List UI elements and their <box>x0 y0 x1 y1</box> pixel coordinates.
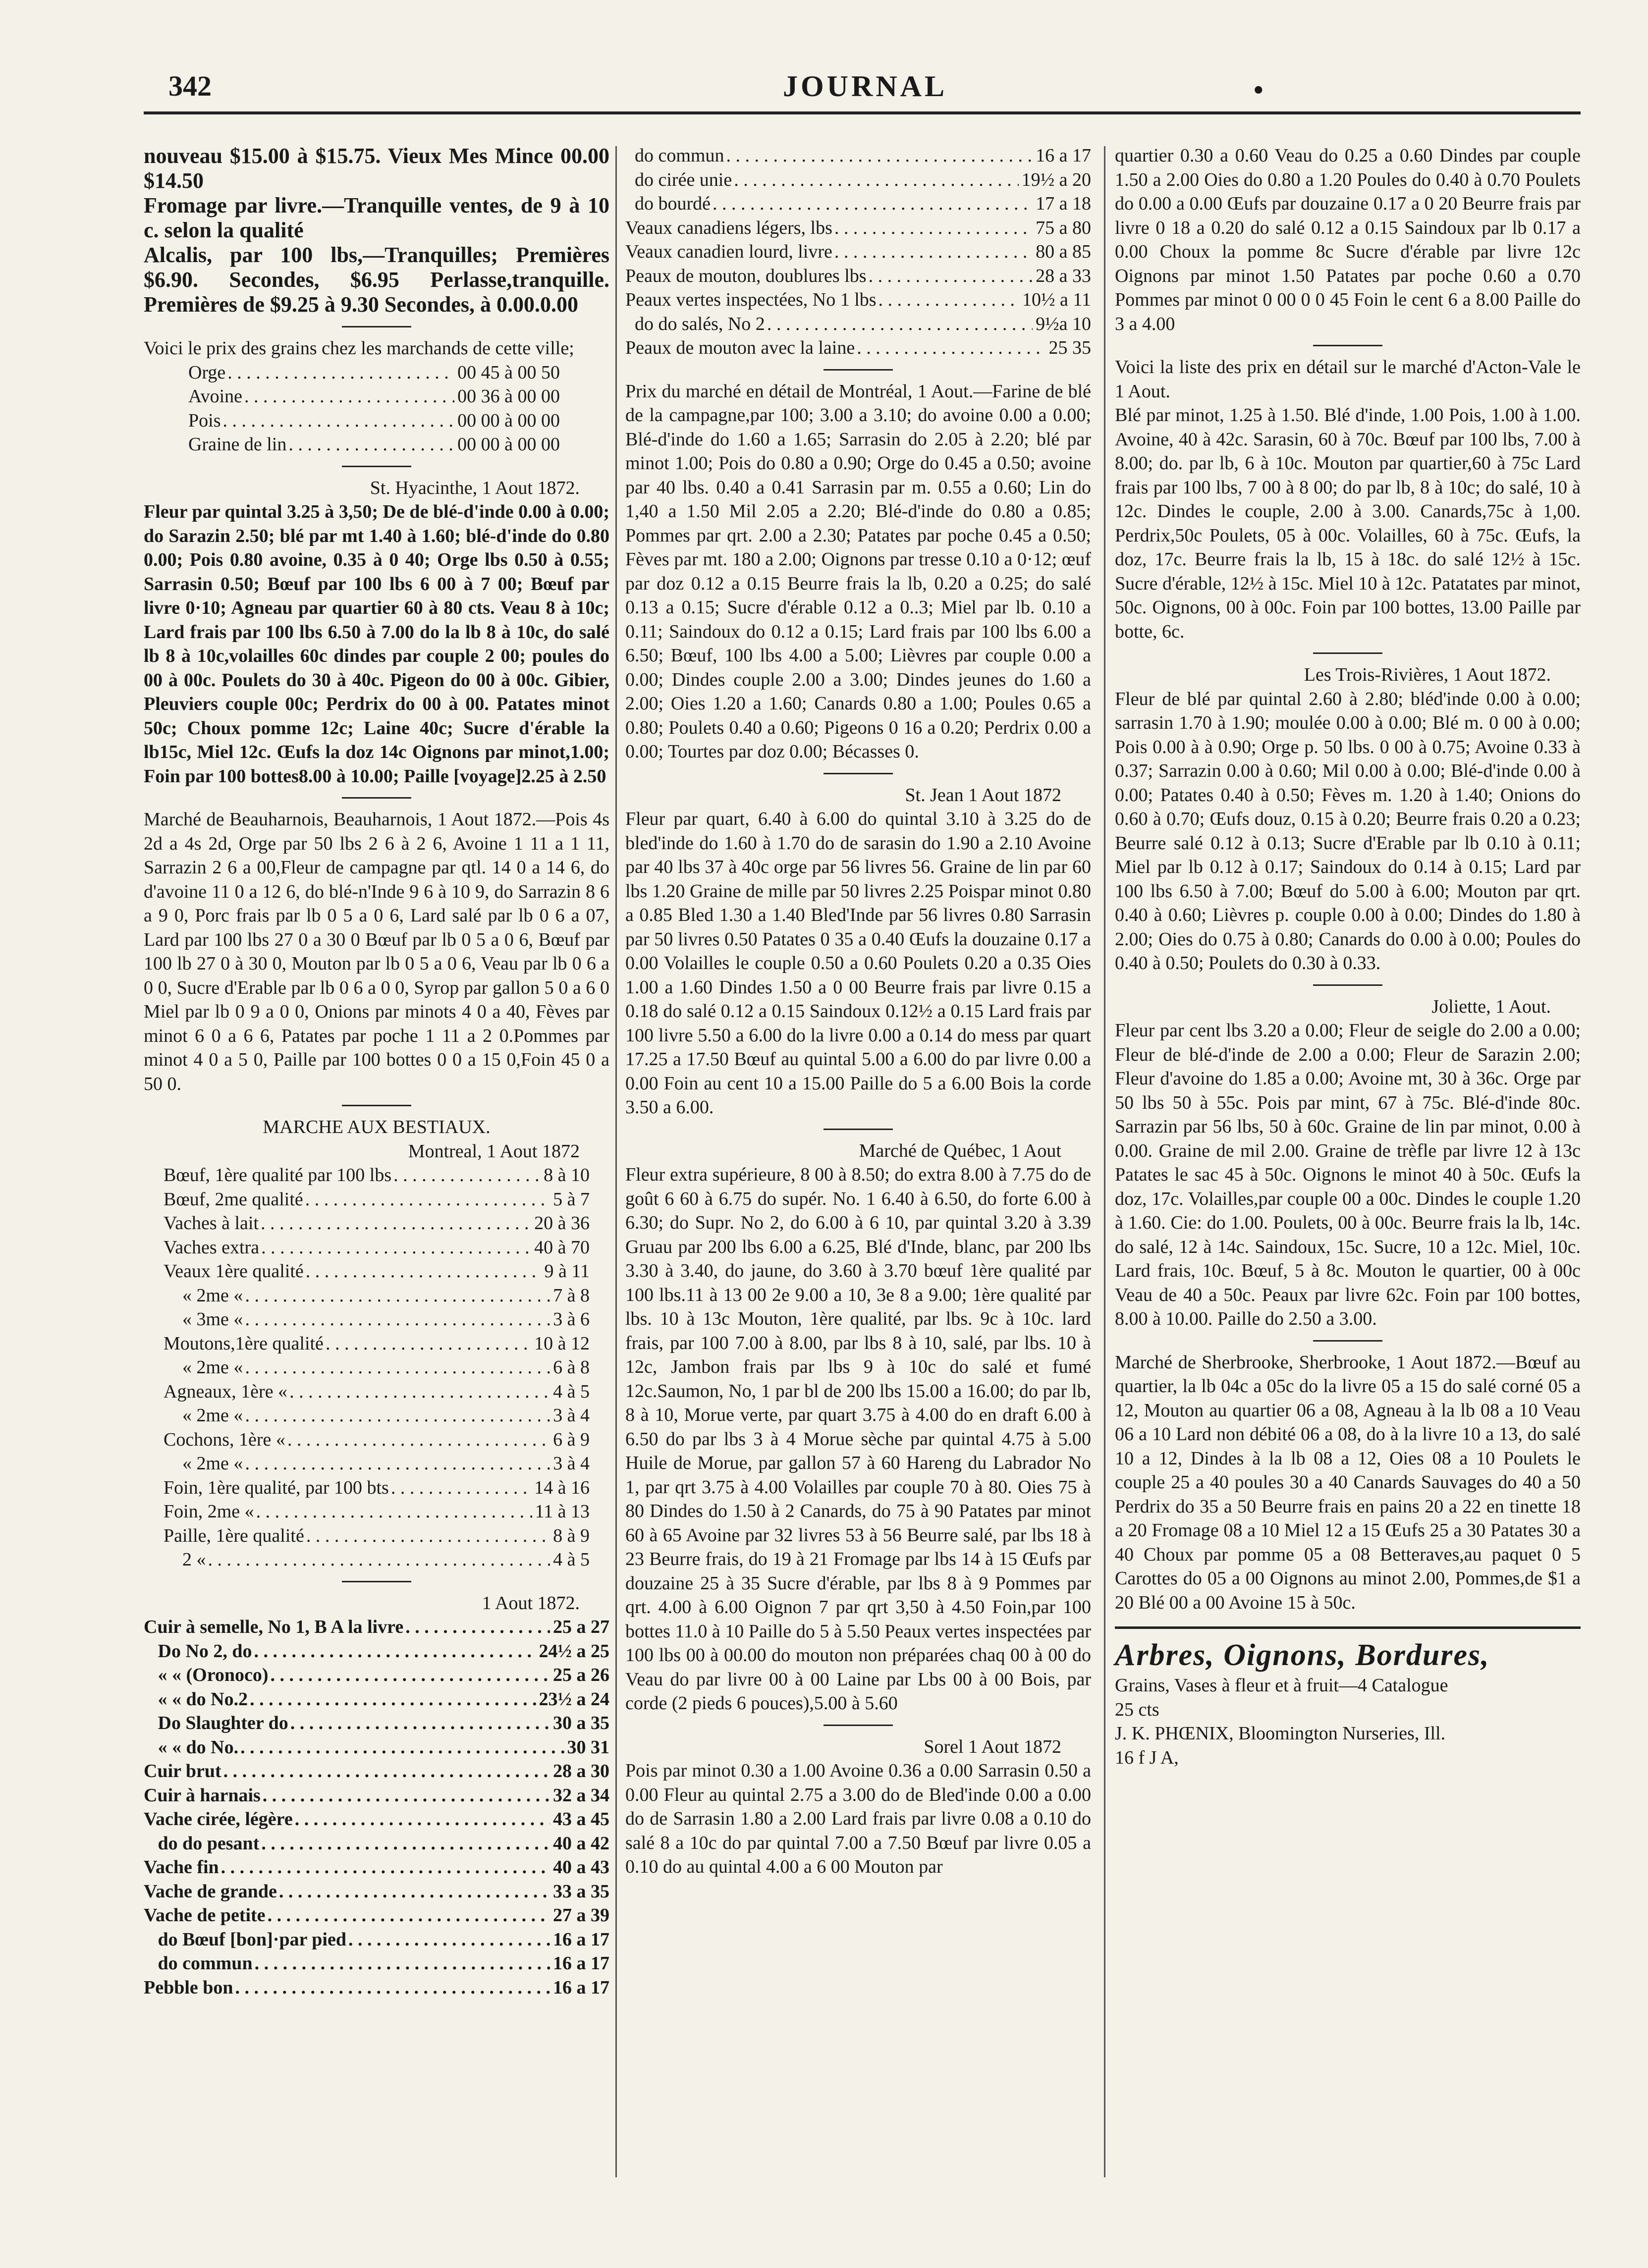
livestock-price-row <box>164 1163 590 1188</box>
item-price: 28 a 33 <box>1036 265 1091 286</box>
item-name: Cuir à harnais <box>144 1784 261 1806</box>
leather-list <box>144 1615 609 1999</box>
leader-dots <box>305 1188 550 1212</box>
leather-price-row <box>144 1663 609 1687</box>
item-price: 6 à 9 <box>553 1429 590 1450</box>
item-price: 3 à 6 <box>553 1309 590 1330</box>
section-rule <box>1313 345 1382 346</box>
item-name: Bœuf, 1ère qualité par 100 lbs <box>164 1165 392 1186</box>
leader-dots <box>256 1500 532 1524</box>
livestock-price-row <box>164 1524 590 1548</box>
item-price: 8 à 10 <box>544 1165 590 1186</box>
livestock-price-row <box>164 1259 590 1284</box>
item-name: Veaux canadiens légers, lbs <box>625 217 832 238</box>
livestock-price-row <box>164 1380 590 1404</box>
leader-dots <box>208 1548 550 1572</box>
leather-price-row <box>144 1615 609 1639</box>
item-name: Graine de lin <box>188 434 287 455</box>
section-rule <box>824 369 893 371</box>
bestiaux-title: MARCHE AUX BESTIAUX. <box>263 1117 491 1137</box>
trois-rivieres-dateline: Les Trois-Rivières, 1 Aout 1872. <box>1304 664 1551 685</box>
stjean-report: Fleur par quart, 6.40 à 6.00 do quintal 3.10 à 3.25 do de bled'inde do 1.60 à 1.70 do de sarasin do 1.90 a 2.10 Avoine par 40 lbs 37 à 40c orge par 56 livres 56. Graine de lin par 60 lbs 1.20 Graine de mille par 50 livres 2.25 Poispar minot 0.80 a 0.85 Bled 1.30 a 1.40 Bled'Inde par 56 livres 0.80 Sarrasin par 50 livres 0.50 Patates 0 35 a 0.40 Œufs la douzaine 0.17 a 0.00 Volailles le couple 0.50 a 0.60 Poulets 0.20 a 0.35 Oies 1.00 a 1.60 Dindes 1.50 a 0 00 Beurre frais par livre 0.15 a 0.18 do salé 0.12 a 0.15 Saindoux 0.12½ a 0.15 Lard frais par 100 livre 5.50 a 6.00 do la livre 0.00 a 0.14 do mess par quart 17.25 a 17.50 Bœuf au quintal 5.00 a 6.00 do par livre 0.00 a 0.00 Foin au cent 10 a 15.00 Paille do 5 a 6.00 Bois la corde 3.50 a 6.00. <box>625 809 1091 1118</box>
item-name: Foin, 1ère qualité, par 100 bts <box>164 1477 389 1498</box>
livestock-list <box>144 1163 609 1572</box>
leather-price-row <box>625 336 1091 360</box>
item-price: 40 a 43 <box>553 1857 609 1878</box>
item-name: do cirée unie <box>625 169 732 190</box>
leader-dots <box>261 1832 550 1856</box>
item-name: Veaux 1ère qualité <box>164 1261 304 1282</box>
item-name: Pebble bon <box>144 1977 233 1998</box>
leader-dots <box>288 432 454 457</box>
grain-price-row <box>188 409 560 433</box>
leader-dots <box>261 1236 531 1260</box>
livestock-price-row <box>164 1452 590 1476</box>
leader-dots <box>245 1284 550 1308</box>
item-price: 00 00 à 00 00 <box>457 410 560 431</box>
item-name: do Bœuf [bon]·par pied <box>144 1929 346 1950</box>
item-name: do commun <box>144 1953 253 1974</box>
advert-line: 25 cts <box>1115 1699 1159 1720</box>
item-name: do do salés, No 2 <box>625 313 765 334</box>
item-price: 25 a 27 <box>553 1617 609 1637</box>
grain-price-row <box>188 361 560 385</box>
item-name: Cuir à semelle, No 1, B A la livre <box>144 1617 404 1637</box>
hyacinthe-report: Fleur par quintal 3.25 à 3,50; De de blé-d'inde 0.00 à 0.00; do Sarazin 2.50; blé par mt 1.40 à 1.60; blé-d'inde do 0.80 0.00; Pois 0.80 avoine, 0.35 à 0 40; Orge lbs 0.50 à 0.55; Sarrasin 0.50; Bœuf par 100 lbs 6 00 à 7 00; Bœuf par livre 0·10; Agneau par quartier 60 à 80 cts. Veau 8 à 10c; Lard frais par 100 lbs 6.50 à 7.00 do la lb 8 à 10c, do salé lb 8 à 10c,volailles 60c dindes par couple 2 00; poules do 00 à 00c. Poulets do 30 à 40c. Pigeon do 00 à 00c. Gibier, Pleuviers couple 00c; Perdrix do 00 à 00. Patates minot 50c; Choux pomme 12c; Laine 40c; Sucre d'érable la lb15c, Miel 12c. Œufs la doz 14c Oignons par minot,1.00; Foin par 100 bottes8.00 à 10.00; Paille [voyage]2.25 à 2.50 <box>144 501 609 787</box>
sherbrooke-report: Marché de Sherbrooke, Sherbrooke, 1 Aout 1872.—Bœuf au quartier, la lb 04c a 05c do la livre 05 a 15 do salé corné 05 a 12, Mouton au quartier 06 a 08, Agneau à la lb 08 a 10 Veau 06 a 10 Lard non débité 06 a 08, do à la livre 10 a 13, do salé 10 a 12, Dindes à la lb 08 a 12, Oies 08 a 10 Poulets le couple 25 a 40 poules 30 a 40 Canards Sauvages do 40 a 50 Perdrix do 35 a 50 Beurre frais en pains 20 a 22 en tinette 18 a 20 Fromage 08 a 10 Miel 12 a 15 Œufs 25 a 30 Patates 30 a 40 Choux par pomme 05 a 08 Betteraves,au paquet 0 5 Carottes do 05 a 00 Oignons au minot 2.00, Pommes,de $1 a 20 Blé 00 a 00 Avoine 15 à 50c. <box>1115 1351 1581 1613</box>
item-name: « « do No.2 <box>144 1688 248 1710</box>
section-rule <box>824 1129 893 1130</box>
advert-line: J. K. PHŒNIX, Bloomington Nurseries, Ill. <box>1115 1723 1446 1744</box>
item-name: Peaux de mouton avec la laine <box>625 337 855 358</box>
leader-dots <box>271 1663 550 1687</box>
item-name: do bourdé <box>625 193 711 214</box>
item-price: 16 a 17 <box>1036 145 1091 166</box>
item-price: 3 à 4 <box>553 1453 590 1474</box>
leather-price-row <box>144 1832 609 1856</box>
item-name: Vaches extra <box>164 1237 260 1258</box>
advert-rule <box>1115 1626 1581 1629</box>
item-price: 30 31 <box>567 1736 609 1758</box>
section-rule <box>342 1105 411 1106</box>
item-price: 16 a 17 <box>553 1953 609 1974</box>
livestock-price-row <box>164 1332 590 1356</box>
leader-dots <box>879 288 1019 312</box>
section-rule <box>342 466 411 467</box>
leader-dots <box>834 216 1033 240</box>
item-price: 30 a 35 <box>553 1713 609 1733</box>
item-price: 19½ a 20 <box>1021 169 1091 190</box>
item-name: Do Slaughter do <box>144 1713 288 1733</box>
leather-price-row <box>144 1976 609 2000</box>
item-price: 17 a 18 <box>1036 193 1091 214</box>
header-ornament: • <box>1254 75 1263 106</box>
leader-dots <box>221 1855 550 1880</box>
leader-dots <box>263 1783 550 1808</box>
item-price: 5 à 7 <box>553 1188 590 1210</box>
column-right <box>1115 144 1581 1770</box>
leader-dots <box>222 409 454 433</box>
leather-price-row <box>144 1783 609 1808</box>
section-rule <box>1313 984 1382 986</box>
livestock-price-row <box>164 1355 590 1380</box>
leather-price-row <box>625 168 1091 192</box>
item-name: « 2me « <box>164 1357 243 1378</box>
item-price: 32 a 34 <box>553 1784 609 1806</box>
leader-dots <box>240 1735 564 1760</box>
quebec-dateline: Marché de Québec, 1 Aout <box>859 1140 1061 1161</box>
leader-dots <box>261 1211 531 1236</box>
item-price: 40 à 70 <box>534 1237 590 1258</box>
journal-title: JOURNAL <box>783 70 948 103</box>
leader-dots <box>289 1380 550 1404</box>
section-rule <box>1313 1340 1382 1342</box>
leader-dots <box>767 312 1033 336</box>
item-price: 14 à 16 <box>534 1477 590 1498</box>
item-price: 25 a 26 <box>553 1665 609 1685</box>
item-price: 20 à 36 <box>534 1213 590 1234</box>
item-name: Moutons,1ère qualité <box>164 1333 324 1354</box>
item-price: 4 à 5 <box>553 1381 590 1402</box>
market-intro <box>144 144 609 317</box>
column-middle <box>625 144 1091 1879</box>
item-name: Cuir brut <box>144 1761 221 1782</box>
item-price: 11 à 13 <box>535 1501 590 1522</box>
item-name: Vache fin <box>144 1857 219 1878</box>
item-name: Bœuf, 2me qualité <box>164 1188 303 1210</box>
item-name: Vache de grande <box>144 1881 277 1902</box>
cuir-dateline: 1 Aout 1872. <box>482 1592 580 1614</box>
stjean-dateline: St. Jean 1 Aout 1872 <box>905 784 1061 806</box>
livestock-price-row <box>164 1188 590 1212</box>
item-price: 25 35 <box>1048 337 1091 358</box>
beauharnois-report: Marché de Beauharnois, Beauharnois, 1 Aout 1872.—Pois 4s 2d a 4s 2d, Orge par 50 lbs 2 6 à 2 6, Avoine 1 11 a 1 11, Sarrazin 2 6 a 00,Fleur de campagne par qtl. 14 0 a 14 6, do d'avoine 11 0 a 12 6, do blé-n'Inde 9 6 à 10 9, do Sarrazin 8 6 a 9 0, Porc frais par lb 0 5 a 0 6, Lard salé par lb 0 6 a 07, Lard par 100 lbs 27 0 a 30 0 Bœuf par lb 0 5 a 0 6, Bœuf par 100 lb 27 0 à 30 0, Mouton par lb 0 5 a 0 6, Veau par lb 0 6 a 0 0, Sucre d'Erable par lb 0 6 a 0 0, Syrop par gallon 5 0 a 6 0 Miel par lb 0 9 a 0 0, Onions par minots 4 0 a 40, Fèves par minot 6 0 a 6 6, Patates par poche 1 11 a 2 0.Pommes par minot 4 0 a 5 0, Paille par 100 bottes 0 0 a 15 0,Foin 45 0 a 50 0. <box>144 809 609 1094</box>
grains-list <box>144 361 609 457</box>
sorel-dateline: Sorel 1 Aout 1872 <box>924 1736 1061 1757</box>
leader-dots <box>393 1163 541 1188</box>
leather-price-row <box>144 1639 609 1664</box>
leader-dots <box>245 1404 550 1428</box>
leader-dots <box>857 336 1045 360</box>
item-name: Agneaux, 1ère « <box>164 1381 288 1402</box>
livestock-price-row <box>164 1476 590 1500</box>
item-name: 2 « <box>164 1549 206 1570</box>
leader-dots <box>306 1259 542 1284</box>
leather-price-row <box>144 1928 609 1952</box>
leader-dots <box>227 361 454 385</box>
item-price: 9 à 11 <box>544 1261 590 1282</box>
section-rule <box>342 797 411 799</box>
item-price: 43 a 45 <box>553 1809 609 1830</box>
section-rule <box>342 1581 411 1582</box>
item-name: « « do No. <box>144 1736 239 1758</box>
leader-dots <box>326 1332 531 1356</box>
page-number: 342 <box>168 70 212 102</box>
leader-dots <box>287 1428 550 1452</box>
item-name: Veaux canadien lourd, livre <box>625 241 832 262</box>
leather-price-row <box>144 1903 609 1928</box>
leader-dots <box>254 1639 536 1664</box>
item-price: 10½ a 11 <box>1022 289 1091 310</box>
item-name: Avoine <box>188 386 243 407</box>
livestock-price-row <box>164 1500 590 1524</box>
leader-dots <box>245 1307 550 1332</box>
intro-paragraph: Alcalis, par 100 lbs,—Tranquilles; Premières $6.90. Secondes, $6.95 Perlasse,tranquille. Premières de $9.25 à 9.30 Secondes, à 0.00.0.00 <box>144 243 609 317</box>
item-price: 40 a 42 <box>553 1833 609 1854</box>
livestock-price-row <box>164 1284 590 1308</box>
livestock-price-row <box>164 1404 590 1428</box>
leather-price-row <box>625 144 1091 168</box>
leather-price-row <box>144 1711 609 1735</box>
item-name: « 2me « <box>164 1405 243 1426</box>
leather-list-continued <box>625 144 1091 360</box>
montreal-report: Prix du marché en détail de Montréal, 1 Aout.—Farine de blé de la campagne,par 100; 3.00 a 3.10; do avoine 0.00 a 0.00; Blé-d'inde do 1.60 a 1.65; Sarrasin do 2.05 à 2.20; blé par minot 1.00; Pois do 0.80 a 0.90; Orge do 0.45 a 0.50; avoine par 40 lbs. 0.40 a 0.41 Sarrasin par m. 0.55 a 0.60; Lin do 1,40 a 1.50 Mil 2.05 a 2.20; Blé-d'inde do 0.80 a 0.85; Pommes par qrt. 2.00 a 2.30; Patates par poche 0.45 a 0.50; Fèves par mt. 180 a 2.00; Oignons par tresse 0.10 a 0·12; œuf par doz 0.12 a 0.15 Beurre frais la lb, 0.20 a 0.25; do salé 0.13 a 0.15; Sucre d'érable 0.12 a 0..3; Miel par lb. 0.10 a 0.11; Saindoux do 0.12 a 0.15; Lard frais par 100 lbs 6.00 a 6.50; Bœuf, 100 lbs 4.00 a 5.00; Lièvres par couple 0.00 a 0.00; Dindes couple 2.00 a 3.00; Dindes jeunes do 1.60 a 2.00; Oies 1.20 a 1.60; Canards 0.80 a 1.00; Poules 0.65 a 0.80; Poulets 0.40 a 0.60; Pigeons 0 16 a 0.20; Perdrix 0.00 a 0.00; Tourtes par doz 0.00; Bécasses 0. <box>625 380 1091 762</box>
livestock-price-row <box>164 1548 590 1572</box>
item-name: « 2me « <box>164 1285 243 1306</box>
section-rule <box>1313 652 1382 654</box>
leader-dots <box>869 264 1033 288</box>
joliette-report: Fleur par cent lbs 3.20 a 0.00; Fleur de seigle do 2.00 a 0.00; Fleur de blé-d'inde de 2.00 a 0.00; Fleur de Sarazin 2.00; Fleur d'avoine do 1.85 a 0.00; Avoine mt, 30 à 36c. Orge par 50 lbs 50 à 55c. Pois par mint, 67 à 75c. Blé-d'inde 80c. Sarrazin par 56 lbs, 50 à 60c. Graine de lin par minot, 0.00 à 0.00. Graine de mil 2.00. Graine de trèfle par livre 12 à 13c Patates le sac 45 à 50c. Oignons le minot 40 à 50c. Œufs la doz, 17c. Volailles,par couple 00 a 00c. Dindes le couple 1.20 à 1.60. Cie: do 1.00. Poulets, 00 à 00c. Beurre frais la lb, 14c. do salé, 12 à 14c. Saindoux, 15c. Sucre, 10 a 12c. Miel, 10c. Lard frais, 10c. Bœuf, 5 à 8c. Mouton le quartier, 00 à 00c Veau de 40 a 50c. Peaux par livre 62c. Foin par 100 bottes, 8.00 à 10.00. Paille do 2.50 a 3.00. <box>1115 1020 1581 1329</box>
leader-dots <box>734 168 1018 192</box>
item-price: 8 à 9 <box>553 1525 590 1546</box>
item-name: « 3me « <box>164 1309 243 1330</box>
item-price: 4 à 5 <box>553 1549 590 1570</box>
livestock-price-row <box>164 1236 590 1260</box>
sorel-report-continued: quartier 0.30 a 0.60 Veau do 0.25 a 0.60 Dindes par couple 1.50 a 2.00 Oies do 0.80 a 1.20 Poules do 0.40 à 0.70 Poulets do 0.00 a 0.00 Œufs par douzaine 0.17 a 0 20 Beurre frais par livre 0 18 a 0.20 do salé 0.12 a 0.15 Saindoux par lb 0.17 a 0.00 Choux la pomme 8c Sucre d'érable par livre 12c Oignons par minot 1.50 Patates par poche 0.60 a 0.70 Pommes par minot 0 00 0 0 45 Foin le cent 6 a 8.00 Paille do 3 a 4.00 <box>1115 145 1581 334</box>
leather-price-row <box>625 192 1091 216</box>
leather-price-row <box>144 1735 609 1760</box>
item-name: Peaux vertes inspectées, No 1 lbs <box>625 289 877 310</box>
item-price: 10 à 12 <box>534 1333 590 1354</box>
item-price: 16 a 17 <box>553 1929 609 1950</box>
item-name: Paille, 1ère qualité <box>164 1525 304 1546</box>
item-name: Foin, 2me « <box>164 1501 254 1522</box>
leather-price-row <box>144 1687 609 1712</box>
leader-dots <box>245 1355 550 1380</box>
leather-price-row <box>625 240 1091 264</box>
item-price: 7 à 8 <box>553 1285 590 1306</box>
section-rule <box>342 326 411 327</box>
item-name: Pois <box>188 410 221 431</box>
advert-title: Arbres, Oignons, Bordures, <box>1115 1638 1490 1672</box>
livestock-price-row <box>164 1211 590 1236</box>
livestock-price-row <box>164 1428 590 1452</box>
leader-dots <box>250 1687 536 1712</box>
leather-price-row <box>144 1759 609 1783</box>
leather-price-row <box>144 1855 609 1880</box>
item-name: Peaux de mouton, doublures lbs <box>625 265 867 286</box>
item-price: 24½ a 25 <box>539 1640 609 1662</box>
quebec-report: Fleur extra supérieure, 8 00 à 8.50; do extra 8.00 à 7.75 do de goût 6 60 à 6.75 do supér. No. 1 6.40 à 6.50, do forte 6.00 à 6.30; do Supr. No 2, do 6.00 à 6 10, par quintal 3.20 à 3.39 Gruau par 200 lbs 6.00 a 6.25, Blé d'Inde, blanc, par 200 lbs 3.30 à 3.40, do jaune, do 3.60 à 3.70 bœuf 1ère qualité par 100 lbs.11 à 13 00 2e 9.00 a 10, 3e 8 a 9.00; 1ère qualité par lbs. 10 à 13c Mouton, 1ère qualité, par lbs. 9c à 10c. lard frais, par 100 7.00 à 8.00, par lbs 8 à 10, salé, par lbs. 10 à 12c, Jambon frais par lbs 9 à 10c do salé et fumé 12c.Saumon, No, 1 par bl de 200 lbs 15.00 a 16.00; do par lb, 8 à 10, Morue verte, par quart 3.75 à 4.00 do en draft 6.00 à 6.50 do par lbs 3 à 4 Morue sèche par quintal 4.75 à 5.00 Huile de Morue, par gallon 57 à 60 Hareng du Labrador No 1, par qrt 3.75 à 4.00 Volailles par couple 70 à 80. Oies 75 à 80 Dindes do 1.50 à 2 Canards, do 75 à 90 Patates par minot 60 à 65 Avoine par 32 livres 53 à 56 Beurre salé, par lbs 18 à 23 Beurre frais, do 19 à 21 Fromage par lbs 14 à 15 Œufs par douzaine 25 à 35 Sucre d'érable, par lbs 8 à 9 Pommes par qrt. 4.00 à 6.00 Oignon 7 par qrt 3,50 à 4.50 Foin,par 100 bottes 11.0 à 10 Paille do 5 à 5.50 Peaux vertes inspectées par 100 lbs 00 à 00.00 do mouton non préparées chaq 00 à 00 do Veau do par livre 00 à 00 Laine par Lbs 00 à 00 Bois, par corde (2 pieds 6 pouces),5.00 à 5.60 <box>625 1164 1091 1714</box>
leather-price-row <box>625 216 1091 240</box>
leather-price-row <box>625 312 1091 336</box>
item-name: « 2me « <box>164 1453 243 1474</box>
leader-dots <box>713 192 1033 216</box>
leader-dots <box>306 1524 550 1548</box>
leader-dots <box>245 1452 550 1476</box>
leather-price-row <box>625 264 1091 288</box>
item-price: 6 à 8 <box>553 1357 590 1378</box>
leader-dots <box>405 1615 550 1639</box>
livestock-price-row <box>164 1307 590 1332</box>
intro-paragraph: Fromage par livre.—Tranquille ventes, de 9 à 10 c. selon la qualité <box>144 193 609 242</box>
acton-report: Blé par minot, 1.25 à 1.50. Blé d'inde, 1.00 Pois, 1.00 à 1.00. Avoine, 40 à 42c. Sarasin, 60 à 70c. Bœuf par 100 lbs, 7.00 à 8.00; do. par lb, 6 à 10c. Mouton par quartier,60 à 75c Lard frais par 100 lbs, 7 00 à 8 00; do par lb, 8 à 10c; do salé, 10 à 12c. Dindes le couple, 2.00 à 3.00. Canards,75c à 1,00. Perdrix,50c Poulets, 05 à 00c. Volailles, 60 à 75c. Œufs, la doz, 17c. Beurre frais la lb, 15 à 18c. do salé 12½ à 15c. Sucre d'érable, 12½ à 15c. Miel 10 à 12c. Patatates par minot, 50c. Oignons, 00 à 00c. Foin par 100 bottes, 13.00 Paille par botte, 6c. <box>1115 405 1581 642</box>
item-name: do commun <box>625 145 724 166</box>
advert-line: Grains, Vases à fleur et à fruit—4 Catalogue <box>1115 1675 1448 1696</box>
section-rule <box>824 1725 893 1726</box>
grain-price-row <box>188 384 560 409</box>
leader-dots <box>290 1711 550 1735</box>
grain-price-row <box>188 432 560 457</box>
item-price: 28 a 30 <box>553 1761 609 1782</box>
item-name: Cochons, 1ère « <box>164 1429 285 1450</box>
item-price: 00 45 à 00 50 <box>457 362 560 383</box>
bestiaux-dateline: Montreal, 1 Aout 1872 <box>408 1140 580 1162</box>
joliette-dateline: Joliette, 1 Aout. <box>1431 996 1551 1017</box>
hyacinthe-dateline: St. Hyacinthe, 1 Aout 1872. <box>370 477 580 498</box>
item-price: 9½a 10 <box>1036 313 1091 334</box>
leader-dots <box>223 1759 550 1783</box>
leader-dots <box>295 1807 550 1832</box>
item-price: 00 36 à 00 00 <box>457 386 560 407</box>
item-price: 00 00 à 00 00 <box>457 434 560 455</box>
leader-dots <box>235 1976 550 2000</box>
leader-dots <box>348 1928 550 1952</box>
acton-intro: Voici la liste des prix en détail sur le marché d'Acton-Vale le 1 Aout. <box>1115 357 1581 402</box>
grains-intro: Voici le prix des grains chez les marchands de cette ville; <box>144 338 574 359</box>
sorel-report: Pois par minot 0.30 a 1.00 Avoine 0.36 a 0.00 Sarrasin 0.50 a 0.00 Fleur au quintal 2.75 a 3.00 do de Bled'inde 0.00 a 0.00 do de Sarrasin 1.80 a 2.00 Lard frais par livre 0.08 a 0.10 do salé 8 a 10c do par quintal 7.00 a 7.50 Bœuf par livre 0.05 a 0.10 do au quintal 4.00 a 6 00 Mouton par <box>625 1760 1091 1877</box>
item-price: 3 à 4 <box>553 1405 590 1426</box>
header-rule <box>144 111 1581 114</box>
leader-dots <box>244 384 454 409</box>
leather-price-row <box>144 1880 609 1904</box>
item-name: Vaches à lait <box>164 1213 259 1234</box>
leader-dots <box>834 240 1033 264</box>
leather-price-row <box>144 1951 609 1976</box>
item-name: Do No 2, do <box>144 1640 252 1662</box>
column-left <box>144 144 609 1999</box>
item-name: Orge <box>188 362 226 383</box>
column-divider <box>1104 146 1105 2177</box>
item-name: Vache cirée, légère <box>144 1809 293 1830</box>
item-price: 33 a 35 <box>553 1881 609 1902</box>
advert-line: 16 f J A, <box>1115 1747 1179 1768</box>
item-price: 23½ a 24 <box>539 1688 609 1710</box>
item-name: do do pesant <box>144 1833 260 1854</box>
item-price: 80 a 85 <box>1036 241 1091 262</box>
item-price: 27 a 39 <box>553 1905 609 1926</box>
section-rule <box>824 773 893 774</box>
leader-dots <box>268 1903 550 1928</box>
leather-price-row <box>144 1807 609 1832</box>
leather-price-row <box>625 288 1091 312</box>
leader-dots <box>255 1951 550 1976</box>
trois-rivieres-report: Fleur de blé par quintal 2.60 à 2.80; bléd'inde 0.00 à 0.00; sarrasin 1.70 à 1.90; moulée 0.00 à 0.00; Blé m. 0 00 à 0.00; Pois 0.00 à à 0.90; Orge p. 50 lbs. 0 00 à 0.75; Avoine 0.33 à 0.37; Sarrazin 0.00 à 0.60; Mil 0.00 à 0.00; Blé-d'inde 0.00 à 0.00; Patates 0.40 à 0.50; Fèves m. 1.20 à 1.40; Onions do 0.60 à 0.70; Œufs douz, 0.15 à 0.20; Beurre frais 0.20 a 0.23; Beurre salé 0.12 à 0.13; Sucre d'Erable par lb 0.10 à 0.11; Miel par lb 0.12 à 0.17; Saindoux do 0.14 à 0.15; Lard par 100 lbs 6.50 à 7.00; Bœuf do 5.00 à 6.00; Mouton par qrt. 0.40 à 0.60; Lièvres p. couple 0.00 à 0.00; Dindes do 1.80 à 2.00; Oies do 0.75 à 0.80; Canards do 0.00 à 0.00; Poules do 0.40 à 0.50; Poulets do 0.30 à 0.33. <box>1115 688 1581 973</box>
leader-dots <box>279 1880 550 1904</box>
intro-paragraph: nouveau $15.00 à $15.75. Vieux Mes Mince 00.00 $14.50 <box>144 144 609 193</box>
item-name: Vache de petite <box>144 1905 266 1926</box>
leader-dots <box>391 1476 531 1500</box>
item-price: 75 a 80 <box>1036 217 1091 238</box>
item-price: 16 a 17 <box>553 1977 609 1998</box>
item-name: « « (Oronoco) <box>144 1665 269 1685</box>
column-divider <box>615 146 617 2177</box>
leader-dots <box>726 144 1033 168</box>
